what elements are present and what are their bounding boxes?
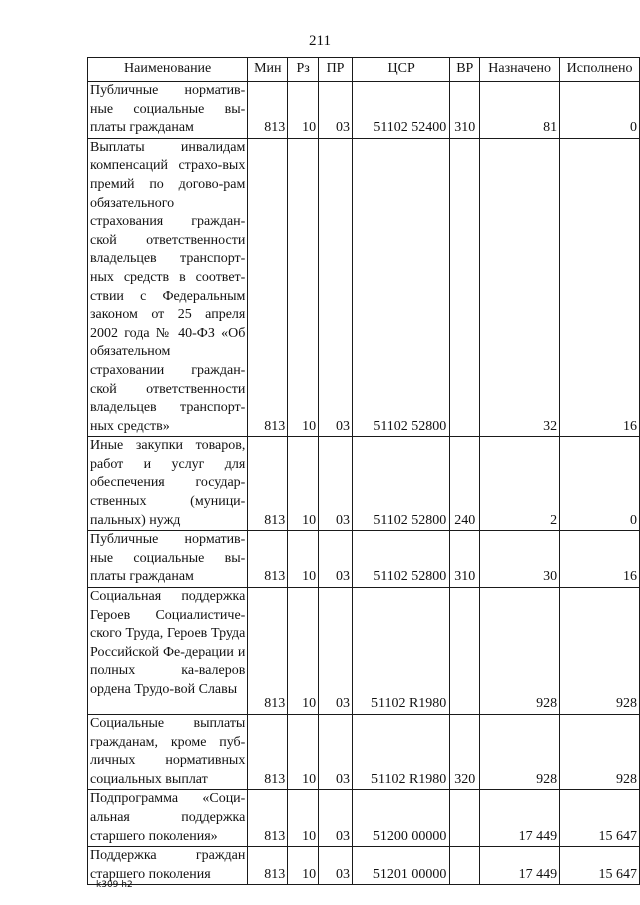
row-pr: 03 <box>319 437 353 531</box>
row-assigned: 17 449 <box>480 790 560 847</box>
row-min: 813 <box>248 138 288 437</box>
row-executed: 0 <box>560 82 640 139</box>
row-assigned: 2 <box>480 437 560 531</box>
row-executed: 16 <box>560 138 640 437</box>
row-min: 813 <box>248 790 288 847</box>
row-min: 813 <box>248 82 288 139</box>
row-pr: 03 <box>319 588 353 715</box>
row-name: Поддержка граждан старшего поколения <box>88 847 248 885</box>
table-row <box>88 790 640 847</box>
row-name: Публичные норматив-ные социальные вы-платы гражданам <box>88 531 248 588</box>
table-row <box>88 82 640 139</box>
row-name: Иные закупки товаров, работ и услуг для обеспечения государ-ственных (муници-пальных) нужд <box>88 437 248 531</box>
row-rz: 10 <box>288 82 319 139</box>
row-pr: 03 <box>319 82 353 139</box>
header-assigned: Назначено <box>480 58 560 82</box>
table-row <box>88 715 640 790</box>
row-name: Социальные выплаты гражданам, кроме пуб-личных нормативных социальных выплат <box>88 715 248 790</box>
row-min: 813 <box>248 715 288 790</box>
row-executed: 15 647 <box>560 847 640 885</box>
row-executed: 0 <box>560 437 640 531</box>
row-executed: 16 <box>560 531 640 588</box>
row-vr: 240 <box>450 437 480 531</box>
header-vr: ВР <box>450 58 480 82</box>
row-rz: 10 <box>288 847 319 885</box>
row-rz: 10 <box>288 790 319 847</box>
row-vr: 310 <box>450 531 480 588</box>
row-vr: 320 <box>450 715 480 790</box>
row-rz: 10 <box>288 588 319 715</box>
row-name: Публичные норматив-ные социальные вы-платы гражданам <box>88 82 248 139</box>
table-row <box>88 588 640 715</box>
row-pr: 03 <box>319 790 353 847</box>
table-row <box>88 531 640 588</box>
row-csr: 51102 52400 <box>352 82 449 139</box>
row-pr: 03 <box>319 531 353 588</box>
row-vr <box>450 847 480 885</box>
budget-table <box>87 57 640 885</box>
row-executed: 928 <box>560 715 640 790</box>
row-name: Подпрограмма «Соци-альная поддержка старшего поколения» <box>88 790 248 847</box>
header-rz: Рз <box>288 58 319 82</box>
header-pr: ПР <box>319 58 353 82</box>
row-min: 813 <box>248 847 288 885</box>
row-pr: 03 <box>319 847 353 885</box>
row-executed: 928 <box>560 588 640 715</box>
header-min: Мин <box>248 58 288 82</box>
row-assigned: 928 <box>480 588 560 715</box>
row-csr: 51102 52800 <box>352 531 449 588</box>
footer-code: k309 h2 <box>96 880 133 890</box>
row-rz: 10 <box>288 531 319 588</box>
header-csr: ЦСР <box>352 58 449 82</box>
row-assigned: 30 <box>480 531 560 588</box>
row-assigned: 928 <box>480 715 560 790</box>
row-vr <box>450 790 480 847</box>
row-assigned: 81 <box>480 82 560 139</box>
row-rz: 10 <box>288 437 319 531</box>
row-csr: 51102 R1980 <box>352 715 449 790</box>
table-row <box>88 847 640 885</box>
row-name: Выплаты инвалидам компенсаций страхо-вых премий по догово-рам обязательного страхования граждан-ской ответственности владельцев транспорт-ных средств в соответ-ствии с Федеральным законом от 25 апреля 2002 года № 40-ФЗ «Об обязательном страховании граждан-ской ответственности владельцев транспорт-ных средств» <box>88 138 248 437</box>
row-pr: 03 <box>319 138 353 437</box>
row-assigned: 17 449 <box>480 847 560 885</box>
row-assigned: 32 <box>480 138 560 437</box>
row-rz: 10 <box>288 138 319 437</box>
header-executed: Исполнено <box>560 58 640 82</box>
table-row <box>88 138 640 437</box>
row-vr: 310 <box>450 82 480 139</box>
row-rz: 10 <box>288 715 319 790</box>
header-row <box>88 58 640 82</box>
page-number: 211 <box>309 33 331 49</box>
row-min: 813 <box>248 437 288 531</box>
row-vr <box>450 588 480 715</box>
header-name: Наименование <box>88 58 248 82</box>
table-row <box>88 437 640 531</box>
row-csr: 51102 52800 <box>352 138 449 437</box>
row-min: 813 <box>248 531 288 588</box>
row-vr <box>450 138 480 437</box>
row-pr: 03 <box>319 715 353 790</box>
row-csr: 51200 00000 <box>352 790 449 847</box>
row-min: 813 <box>248 588 288 715</box>
row-csr: 51102 52800 <box>352 437 449 531</box>
row-executed: 15 647 <box>560 790 640 847</box>
row-csr: 51201 00000 <box>352 847 449 885</box>
row-name: Социальная поддержка Героев Социалистиче-ского Труда, Героев Труда Российской Фе-дерации и полных ка-валеров ордена Трудо-вой Славы <box>88 588 248 715</box>
row-csr: 51102 R1980 <box>352 588 449 715</box>
